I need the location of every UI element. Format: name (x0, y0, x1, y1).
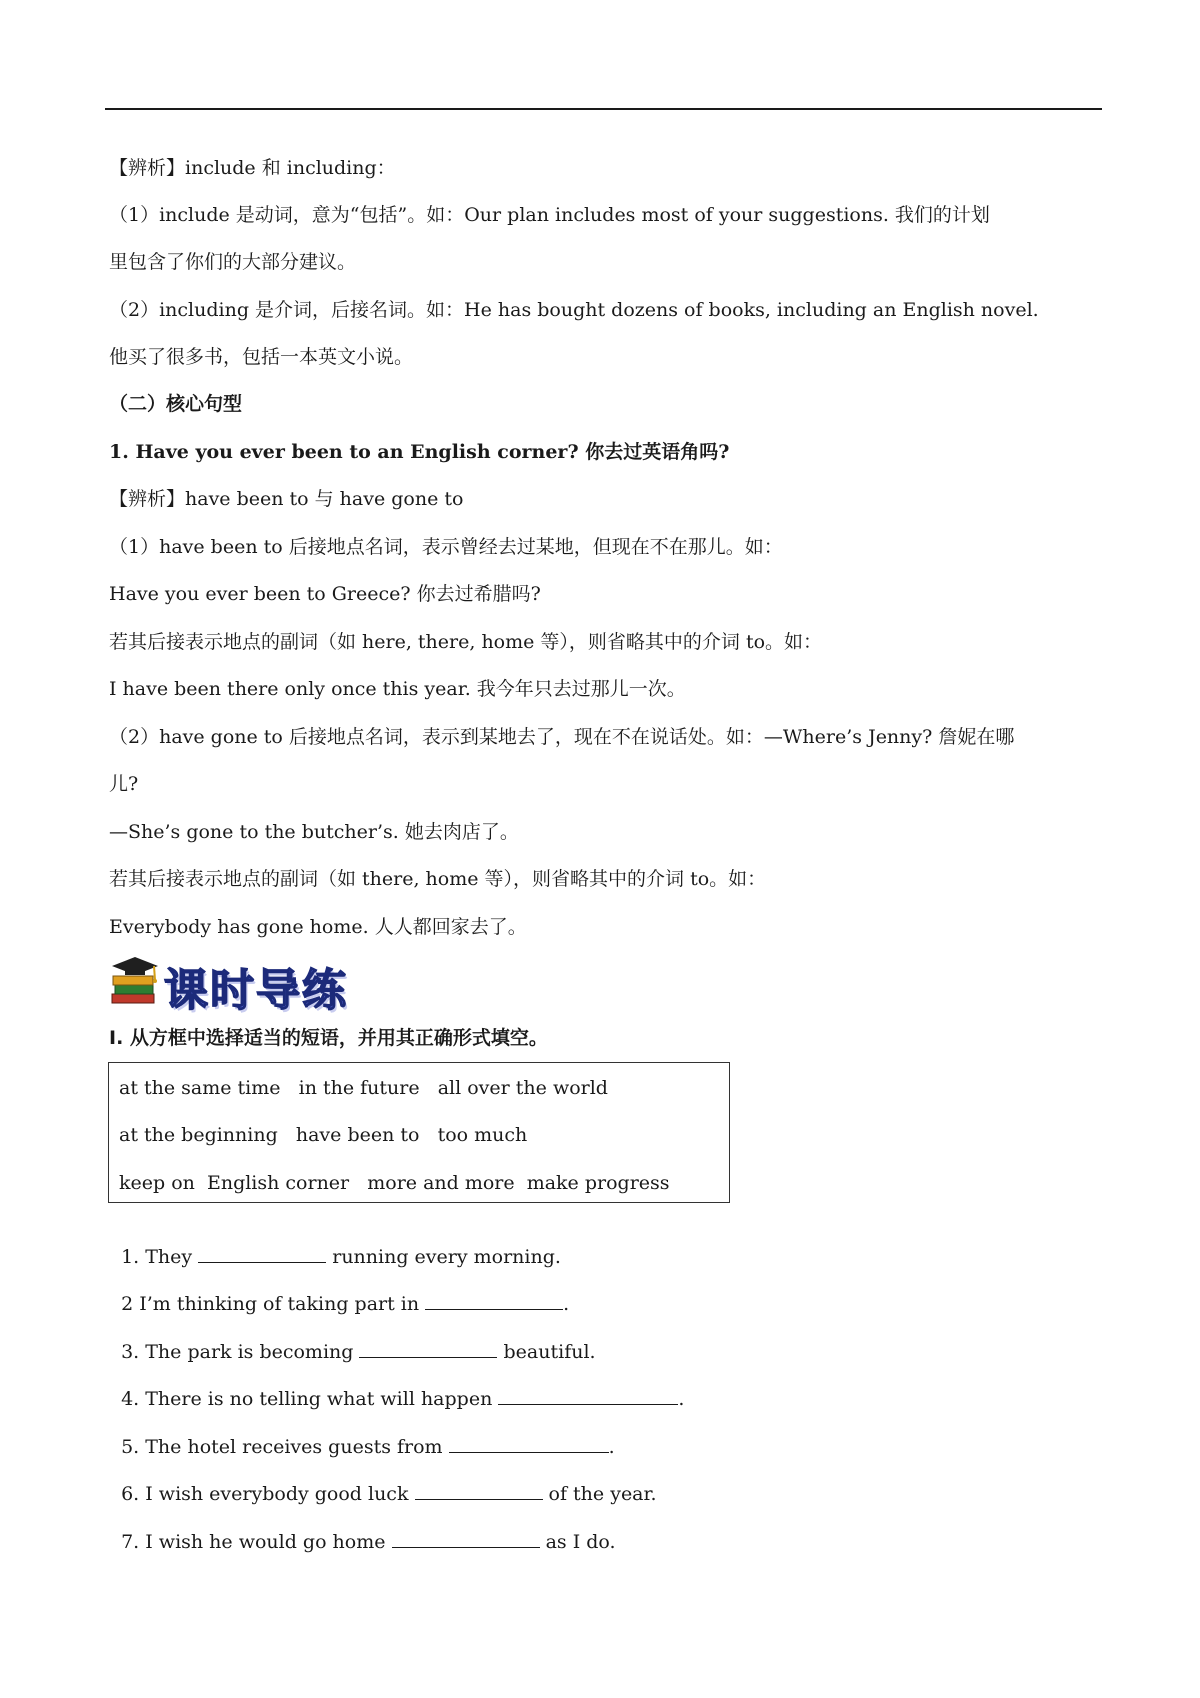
analysis1-p1-line1: （1）include 是动词，意为“包括”。如：Our plan includes most of your suggestions. 我们的计划 (109, 204, 990, 226)
analysis1-title: 【辨析】include 和 including： (109, 157, 396, 179)
item-text-before: 3. The park is becoming (121, 1341, 360, 1363)
item-text-before: 6. I wish everybody good luck (121, 1483, 415, 1505)
item-text-before: 1. They (121, 1246, 199, 1268)
core-note-1: 若其后接表示地点的副词（如 here, there, home 等），则省略其中的介词 to。如： (109, 631, 823, 653)
core-example-1: Have you ever been to Greece? 你去过希腊吗? (109, 583, 541, 605)
item-text-before: 2 I’m thinking of taking part in (121, 1293, 426, 1315)
analysis1-p2-line1: （2）including 是介词，后接名词。如：He has bought dozens of books, including an English novel. (109, 299, 1039, 321)
item-text-before: 4. There is no telling what will happen (121, 1388, 499, 1410)
core-note-2: 若其后接表示地点的副词（如 there, home 等），则省略其中的介词 to。如： (109, 868, 767, 890)
core-p1: （1）have been to 后接地点名词，表示曾经去过某地，但现在不在那儿。如： (109, 536, 783, 558)
header-rule (105, 108, 1102, 110)
analysis1-p2-line2: 他买了很多书，包括一本英文小说。 (109, 346, 414, 368)
phrase-box-row: at the same time in the future all over the world (119, 1077, 608, 1099)
core-example-4: Everybody has gone home. 人人都回家去了。 (109, 916, 527, 938)
exercise-heading: Ⅰ. 从方框中选择适当的短语，并用其正确形式填空。 (109, 1027, 548, 1049)
item-text-after: . (563, 1293, 570, 1315)
core-example-2: I have been there only once this year. 我今年只去过那儿一次。 (109, 678, 686, 700)
core-p2-line2: 儿? (109, 773, 139, 795)
practice-banner (108, 952, 508, 1016)
exercise-item (109, 1505, 616, 1554)
core-p2-line1: （2）have gone to 后接地点名词，表示到某地去了，现在不在说话处。如：—Where’s Jenny? 詹妮在哪 (109, 726, 1015, 748)
answer-blank[interactable] (392, 1529, 540, 1548)
answer-blank[interactable] (498, 1386, 678, 1405)
exercise-item (109, 1267, 569, 1316)
item-text-after: beautiful. (497, 1341, 596, 1363)
answer-blank[interactable] (359, 1339, 497, 1358)
exercise-item (109, 1315, 596, 1364)
phrase-box-row: keep on English corner more and more make progress (119, 1172, 670, 1194)
analysis1-p1-line2: 里包含了你们的大部分建议。 (109, 251, 357, 273)
answer-blank[interactable] (415, 1481, 543, 1500)
phrase-box (108, 1062, 730, 1203)
item-text-after: running every morning. (326, 1246, 561, 1268)
answer-blank[interactable] (425, 1291, 563, 1310)
exercise-item (109, 1410, 615, 1459)
answer-blank[interactable] (449, 1434, 609, 1453)
item-text-after: as I do. (539, 1531, 616, 1553)
core-sentence-1: 1. Have you ever been to an English corner? 你去过英语角吗? (109, 441, 730, 463)
exercise-item (109, 1457, 657, 1506)
books-graduation-cap-icon (108, 954, 162, 1010)
exercise-item (109, 1362, 684, 1411)
core-heading: （二）核心句型 (109, 393, 243, 415)
item-text-after: . (608, 1436, 615, 1458)
item-text-after: . (678, 1388, 685, 1410)
answer-blank[interactable] (198, 1244, 326, 1263)
phrase-box-row: at the beginning have been to too much (119, 1124, 528, 1146)
item-text-after: of the year. (542, 1483, 657, 1505)
exercise-item (109, 1220, 561, 1269)
item-text-before: 5. The hotel receives guests from (121, 1436, 449, 1458)
practice-banner-title: 课时导练 (164, 965, 348, 1016)
core-example-3: —She’s gone to the butcher’s. 她去肉店了。 (109, 821, 519, 843)
core-analysis-title: 【辨析】have been to 与 have gone to (109, 488, 464, 510)
item-text-before: 7. I wish he would go home (121, 1531, 392, 1553)
